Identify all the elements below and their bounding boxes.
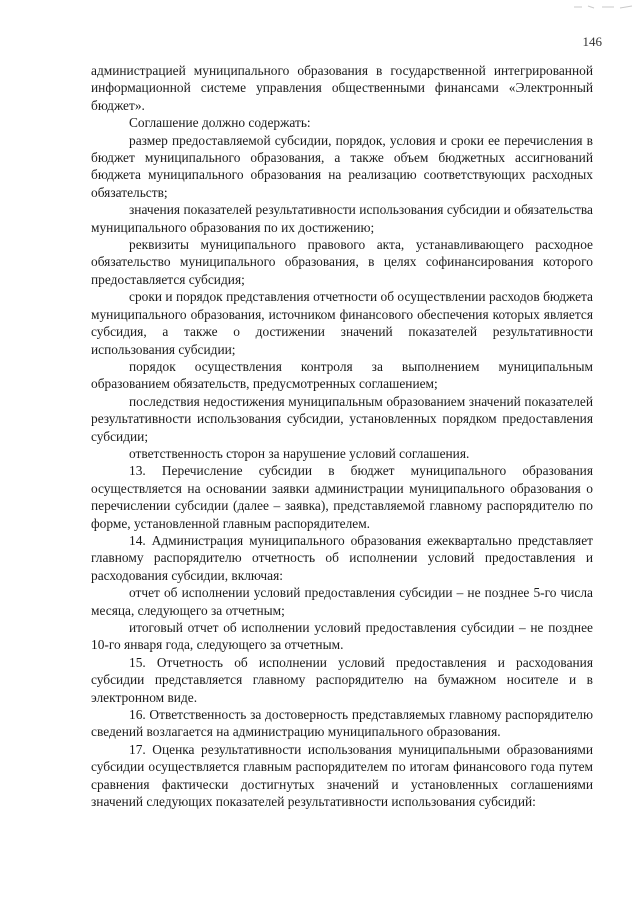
paragraph: итоговый отчет об исполнении условий предоставления субсидии – не позднее 10-го января года, следующего за отчетным.: [91, 620, 593, 653]
paragraph: 15. Отчетность об исполнении условий предоставления и расходования субсидии представляется главному распорядителю на бумажном носителе и в электронном виде.: [91, 654, 593, 705]
paragraph: ответственность сторон за нарушение условий соглашения.: [129, 445, 470, 461]
page-number: 146: [582, 34, 602, 49]
paragraph: размер предоставляемой субсидии, порядок, условия и сроки ее перечисления в бюджет муниципального образования, а также объем бюджетных ассигнований бюджета муниципального образования на реализацию соответствующих расходных обязательств;: [91, 132, 593, 200]
paragraph: Соглашение должно содержать:: [129, 115, 311, 131]
paragraph: значения показателей результативности использования субсидии и обязательства муниципального образования по их достижению;: [91, 202, 593, 235]
paragraph: 14. Администрация муниципального образования ежеквартально представляет главному распорядителю отчетность об исполнении условий предоставления и расходования субсидии, включая:: [91, 532, 593, 583]
paragraph: 13. Перечисление субсидии в бюджет муниципального образования осуществляется на основании заявки администрации муниципального образования о перечислении субсидии (далее – заявка), представляемой главному распорядителю по форме, установленной главным распорядителем.: [91, 463, 593, 531]
scan-artifact-mark: [574, 4, 634, 10]
paragraph: сроки и порядок представления отчетности об осуществлении расходов бюджета муниципального образования, источником финансового обеспечения которых является субсидия, а также о достижении значений показателей результативности использования субсидии;: [91, 289, 593, 357]
paragraph: 17. Оценка результативности использования муниципальными образованиями субсидии осуществляется главным распорядителем по итогам финансового года путем сравнения фактически достигнутых значений и установленных соглашениями значений следующих показателей результативности использования субсидий:: [91, 741, 593, 810]
paragraph: отчет об исполнении условий предоставления субсидии – не позднее 5-го числа месяца, следующего за отчетным;: [91, 585, 593, 618]
paragraph: порядок осуществления контроля за выполнением муниципальным образованием обязательств, предусмотренных соглашением;: [91, 358, 593, 392]
paragraph: 16. Ответственность за достоверность представляемых главному распорядителю сведений возлагается на администрацию муниципального образования.: [91, 707, 593, 740]
paragraph: администрацией муниципального образования в государственной интегрированной информационной системе управления общественными финансами «Электронный бюджет».: [91, 63, 593, 113]
paragraph: реквизиты муниципального правового акта, устанавливающего расходное обязательство муниципального образования, в целях софинансирования которого предоставляется субсидия;: [91, 237, 593, 287]
paragraph: последствия недостижения муниципальным образованием значений показателей результативности использования субсидии, установленных порядком предоставления субсидии;: [91, 393, 593, 444]
document-body: [91, 62, 593, 810]
